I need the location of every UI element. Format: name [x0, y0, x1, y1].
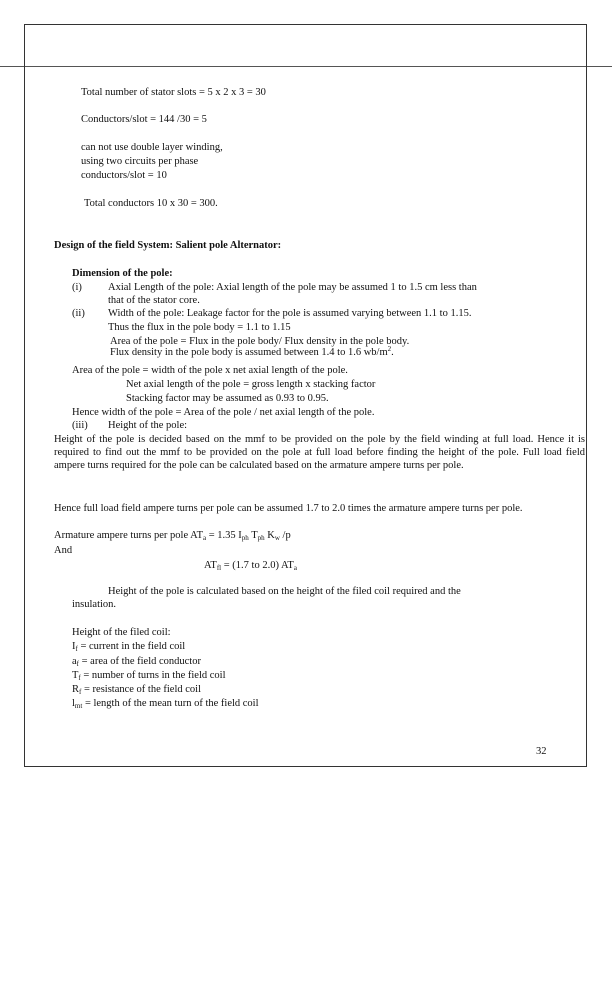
tf-text: = number of turns in the field coil — [80, 670, 226, 681]
item-ii-number: (ii) — [72, 308, 85, 319]
flux-density-end: . — [391, 347, 394, 358]
height-paragraph: Height of the pole is decided based on the mmf to be provided on the pole by the field winding at full load. Hence it is required to find out the mmf to be provided on the pole at full load before finding the height of the pole. Full load field ampere turns required for the pole can be calculated based on the armature ampere turns per pole. — [54, 434, 585, 471]
stator-slots-line: Total number of stator slots = 5 x 2 x 3 = 30 — [81, 87, 266, 98]
eq-armature-prefix: Armature ampere turns per pole AT — [54, 530, 203, 541]
hence-paragraph: Hence full load field ampere turns per pole can be assumed 1.7 to 2.0 times the armature ampere turns per pole. — [54, 503, 523, 514]
rf-text: = resistance of the field coil — [81, 684, 201, 695]
section-title: Design of the field System: Salient pole Alternator: — [54, 240, 282, 251]
lmt-sub: mt — [74, 702, 83, 710]
def-lmt — [72, 697, 259, 710]
tf-symbol: T — [72, 670, 79, 681]
def-af — [72, 655, 201, 668]
if-symbol: I — [72, 641, 76, 652]
page-number: 32 — [536, 746, 547, 757]
height-calc-line-1: Height of the pole is calculated based on the height of the filed coil required and the — [108, 586, 461, 597]
eq-armature-mid: = 1.35 I — [206, 530, 242, 541]
flux-density-exponent: 2 — [387, 345, 392, 353]
eq-tph-sub: ph — [257, 534, 265, 542]
if-sub: f — [75, 645, 78, 653]
pole-dimension-heading: Dimension of the pole: — [72, 268, 173, 279]
item-iii-number: (iii) — [72, 420, 88, 431]
eq-atfl-sub: fl — [216, 564, 222, 572]
armature-at-equation — [54, 529, 291, 542]
def-if — [72, 640, 185, 653]
eq-sub-a: a — [203, 534, 207, 542]
lmt-text: = length of the mean turn of the field coil — [82, 698, 259, 709]
atfl-equation — [204, 559, 297, 572]
total-conductors-line: Total conductors 10 x 30 = 300. — [84, 198, 218, 209]
conductors-per-slot-line: Conductors/slot = 144 /30 = 5 — [81, 114, 207, 125]
item-i-number: (i) — [72, 282, 82, 293]
eq-atfl-rest: = (1.7 to 2.0) AT — [221, 560, 294, 571]
flux-density-text: Flux density in the pole body is assumed between 1.4 to 1.6 wb/m — [110, 347, 388, 358]
net-axial-line: Net axial length of the pole = gross length x stacking factor — [126, 379, 376, 390]
eq-atfl-sub-a: a — [293, 564, 297, 572]
eq-armature-end: /p — [279, 530, 291, 541]
eq-kw: K — [264, 530, 275, 541]
if-text: = current in the field coil — [77, 641, 186, 652]
eq-atfl: AT — [204, 560, 217, 571]
area-width-line: Area of the pole = width of the pole x net axial length of the pole. — [72, 365, 348, 376]
stacking-factor-line: Stacking factor may be assumed as 0.93 to 0.95. — [126, 393, 329, 404]
item-i-line-2: that of the stator core. — [108, 295, 200, 306]
item-ii-line-2: Thus the flux in the pole body = 1.1 to 1.15 — [108, 322, 291, 333]
def-tf — [72, 669, 226, 682]
item-i-line-1: Axial Length of the pole: Axial length of the pole may be assumed 1 to 1.5 cm less than — [108, 282, 477, 293]
eq-kw-sub: w — [274, 534, 280, 542]
and-label: And — [54, 545, 73, 556]
lmt-symbol: l — [72, 698, 75, 709]
double-layer-line-1: can not use double layer winding, — [81, 142, 223, 153]
af-text: = area of the field conductor — [79, 656, 201, 667]
rf-symbol: R — [72, 684, 80, 695]
eq-iph-sub: ph — [241, 534, 249, 542]
af-sub: f — [76, 660, 80, 668]
height-calc-line-2: insulation. — [72, 599, 117, 610]
rf-sub: f — [79, 688, 82, 696]
flux-density-line — [110, 346, 394, 359]
pole-area-formula: Area of the pole = Flux in the pole body/ Flux density in the pole body. — [110, 336, 410, 347]
item-ii-line-1: Width of the pole: Leakage factor for the pole is assumed varying between 1.1 to 1.15. — [108, 308, 472, 319]
def-rf — [72, 683, 201, 696]
tf-sub: f — [78, 674, 81, 682]
field-coil-heading: Height of the filed coil: — [72, 627, 171, 638]
double-layer-line-3: conductors/slot = 10 — [81, 170, 167, 181]
double-layer-line-2: using two circuits per phase — [81, 156, 199, 167]
hence-width-line: Hence width of the pole = Area of the pole / net axial length of the pole. — [72, 407, 375, 418]
eq-tph: T — [248, 530, 258, 541]
item-iii-label: Height of the pole: — [108, 420, 188, 431]
af-symbol: a — [72, 656, 77, 667]
